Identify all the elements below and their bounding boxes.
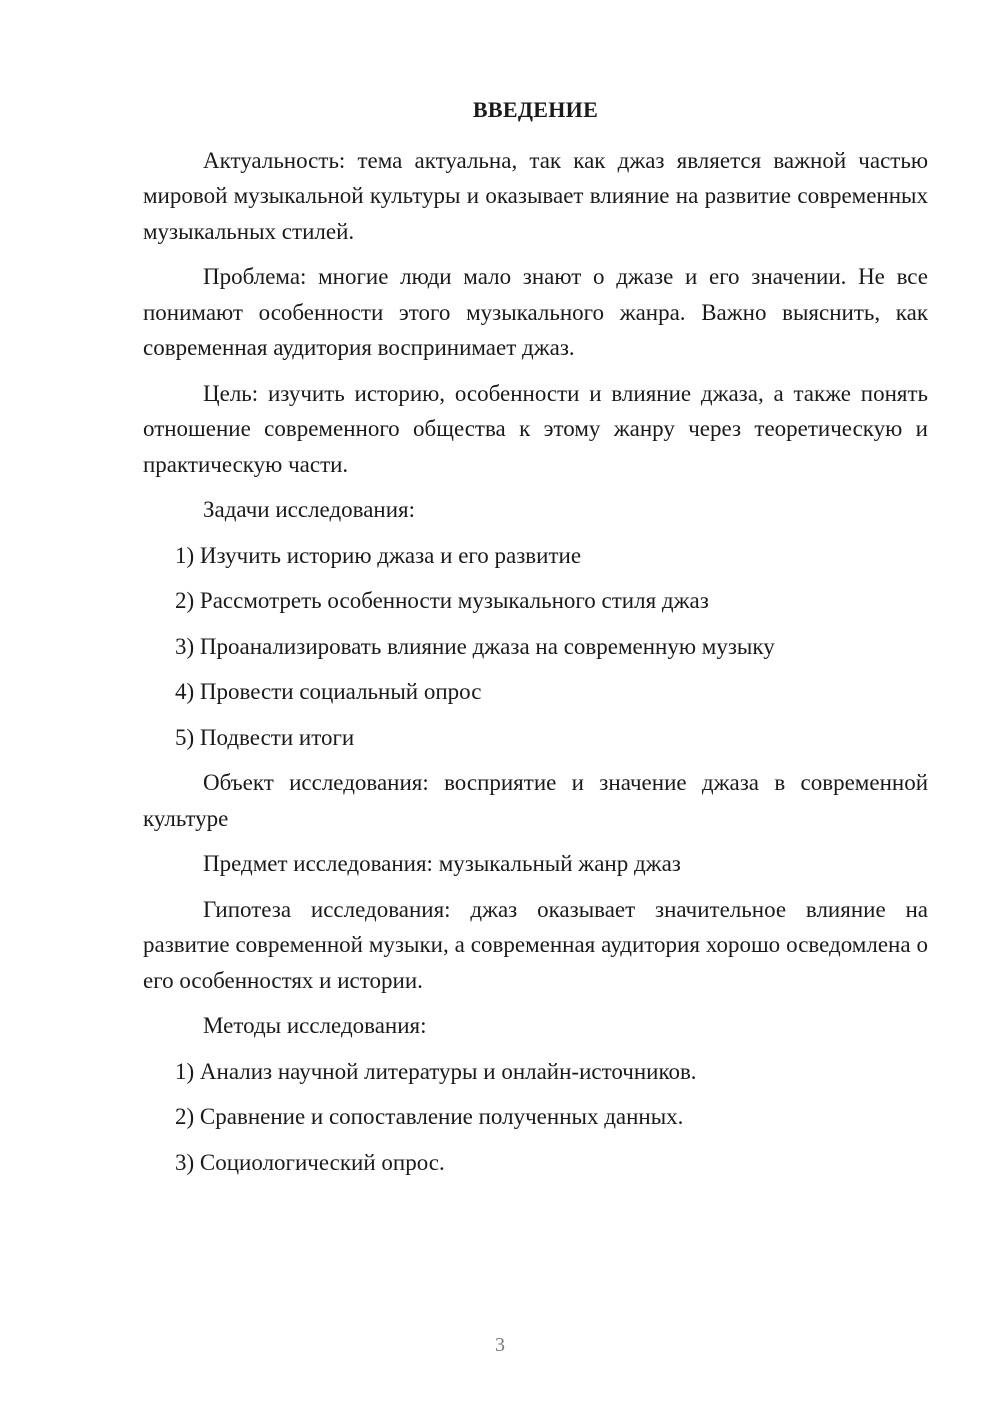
methods-list	[143, 1054, 928, 1181]
relevance-paragraph: Актуальность: тема актуальна, так как джаз является важной частью мировой музыкальной культуры и оказывает влияние на развитие современных музыкальных стилей.	[143, 147, 928, 244]
method-item: 2) Сравнение и сопоставление полученных данных.	[175, 1104, 684, 1129]
document-page	[143, 92, 928, 1190]
task-item: 3) Проанализировать влияние джаза на современную музыку	[175, 633, 775, 659]
task-item: 1) Изучить историю джаза и его развитие	[175, 542, 582, 568]
method-item: 3) Социологический опрос.	[175, 1149, 445, 1175]
hypothesis-paragraph: Гипотеза исследования: джаз оказывает значительное влияние на развитие современной музыки, а современная аудитория хорошо осведомлена о его особенностях и истории.	[143, 896, 928, 993]
problem-paragraph: Проблема: многие люди мало знают о джазе и его значении. Не все понимают особенности этого музыкального жанра. Важно выяснить, как современная аудитория воспринимает джаз.	[143, 264, 928, 360]
task-item: 2) Рассмотреть особенности музыкального стиля джаз	[175, 588, 709, 613]
subject-paragraph: Предмет исследования: музыкальный жанр джаз	[203, 851, 681, 876]
tasks-list	[143, 538, 928, 756]
section-title: ВВЕДЕНИЕ	[472, 97, 599, 122]
goal-paragraph: Цель: изучить историю, особенности и влияние джаза, а также понять отношение современного общества к этому жанру через теоретическую и практическую части.	[143, 380, 928, 477]
method-item: 1) Анализ научной литературы и онлайн-источников.	[175, 1058, 697, 1084]
page-number: 3	[495, 1334, 505, 1356]
tasks-label: Задачи исследования:	[203, 497, 416, 522]
object-paragraph: Объект исследования: восприятие и значение джаза в современной культуре	[143, 770, 928, 831]
task-item: 5) Подвести итоги	[175, 724, 355, 750]
task-item: 4) Провести социальный опрос	[175, 679, 482, 704]
methods-label: Методы исследования:	[203, 1013, 427, 1038]
